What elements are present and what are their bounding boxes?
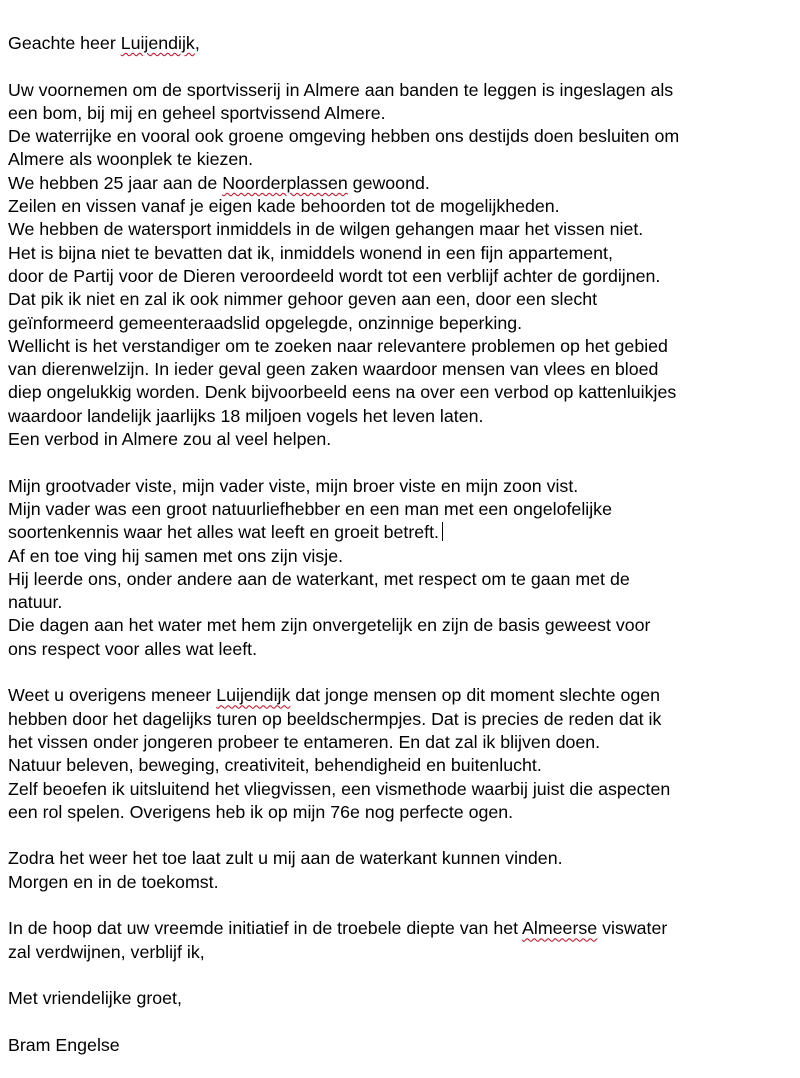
blank-line (8, 55, 792, 78)
paragraph-2 (8, 475, 792, 661)
paragraph-1 (8, 79, 792, 452)
text-segment: gewoond. (347, 172, 430, 193)
text-segment: In de hoop dat uw vreemde initiatief in de troebele diepte van het (8, 918, 523, 939)
text-line: Dat pik ik niet en zal ik ook nimmer gehoor geven aan een, door een slecht (8, 289, 598, 310)
blank-line (8, 964, 792, 987)
text-line: Zelf beoefen ik uitsluitend het vliegvissen, een vismethode waarbij juist die aspecten (8, 778, 671, 799)
text-line: door de Partij voor de Dieren veroordeeld wordt tot een verblijf achter de gordijnen. (8, 265, 661, 286)
text-line: De waterrijke en vooral ook groene omgeving hebben ons destijds doen besluiten om (8, 126, 680, 147)
text-line: natuur. (8, 592, 63, 613)
text-line: ons respect voor alles wat leeft. (8, 638, 258, 659)
misspelled-word[interactable]: Almeerse (522, 918, 598, 939)
salutation (8, 32, 792, 55)
blank-line (8, 894, 792, 917)
text-line: van dierenwelzijn. In ieder geval geen zaken waardoor mensen van vlees en bloed (8, 359, 659, 380)
text-line: Het is bijna niet te bevatten dat ik, inmiddels wonend in een fijn appartement, (8, 242, 613, 263)
text-line: geïnformeerd gemeenteraadslid opgelegde, onzinnige beperking. (8, 312, 523, 333)
blank-line (8, 824, 792, 847)
text-line: Hij leerde ons, onder andere aan de waterkant, met respect om te gaan met de (8, 568, 630, 589)
text-segment: Weet u overigens meneer (8, 685, 217, 706)
paragraph-4 (8, 847, 792, 894)
text-line: zal verdwijnen, verblijf ik, (8, 941, 205, 962)
text-cursor (442, 522, 443, 541)
misspelled-word[interactable]: Luijendijk (120, 33, 195, 53)
text-line: Mijn vader was een groot natuurliefhebber en een man met een ongelofelijke (8, 498, 612, 519)
text-segment: viswater (597, 918, 668, 939)
text-line (8, 172, 792, 195)
misspelled-word[interactable]: Luijendijk (216, 685, 291, 706)
text-line: Natuur beleven, beweging, creativiteit, behendigheid en buitenlucht. (8, 755, 542, 776)
text-line: een bom, bij mij en geheel sportvissend Almere. (8, 102, 386, 123)
blank-line (8, 661, 792, 684)
text-line: Almere als woonplek te kiezen. (8, 149, 254, 170)
text-line: Een verbod in Almere zou al veel helpen. (8, 429, 332, 450)
text-line: waardoor landelijk jaarlijks 18 miljoen vogels het leven laten. (8, 405, 484, 426)
text-line: Mijn grootvader viste, mijn vader viste, mijn broer viste en mijn zoon vist. (8, 475, 579, 496)
text-line (8, 684, 792, 707)
signature: Bram Engelse (8, 1034, 120, 1055)
salutation-prefix: Geachte heer (8, 33, 121, 53)
text-line: Af en toe ving hij samen met ons zijn visje. (8, 545, 344, 566)
misspelled-word[interactable]: Noorderplassen (222, 172, 348, 193)
paragraph-5 (8, 917, 792, 964)
text-segment: We hebben 25 jaar aan de (8, 172, 223, 193)
text-line: hebben door het dagelijks turen op beeldschermpjes. Dat is precies de reden dat ik (8, 708, 662, 729)
text-line (8, 917, 792, 940)
text-line: Zodra het weer het toe laat zult u mij aan de waterkant kunnen vinden. (8, 848, 563, 869)
closing: Met vriendelijke groet, (8, 988, 182, 1009)
text-line: Wellicht is het verstandiger om te zoeken naar relevantere problemen op het gebied (8, 335, 668, 356)
salutation-suffix: , (194, 33, 200, 53)
text-line: Die dagen aan het water met hem zijn onvergetelijk en zijn de basis geweest voor (8, 615, 651, 636)
text-line: Uw voornemen om de sportvisserij in Almere aan banden te leggen is ingeslagen als (8, 79, 674, 100)
text-line: Zeilen en vissen vanaf je eigen kade behoorden tot de mogelijkheden. (8, 196, 560, 217)
text-line: een rol spelen. Overigens heb ik op mijn 76e nog perfecte ogen. (8, 801, 514, 822)
text-segment: soortenkennis waar het alles wat leeft en groeit betreft. (8, 522, 439, 543)
text-line: diep ongelukkig worden. Denk bijvoorbeeld eens na over een verbod op kattenluikjes (8, 382, 677, 403)
blank-line (8, 1010, 792, 1033)
text-segment: dat jonge mensen op dit moment slechte ogen (290, 685, 661, 706)
blank-line (8, 451, 792, 474)
paragraph-3 (8, 684, 792, 824)
text-line (8, 521, 792, 544)
letter-body[interactable] (8, 32, 792, 1057)
text-line: het vissen onder jongeren probeer te entameren. En dat zal ik blijven doen. (8, 731, 601, 752)
text-line: Morgen en in de toekomst. (8, 871, 219, 892)
text-line: We hebben de watersport inmiddels in de wilgen gehangen maar het vissen niet. (8, 219, 644, 240)
